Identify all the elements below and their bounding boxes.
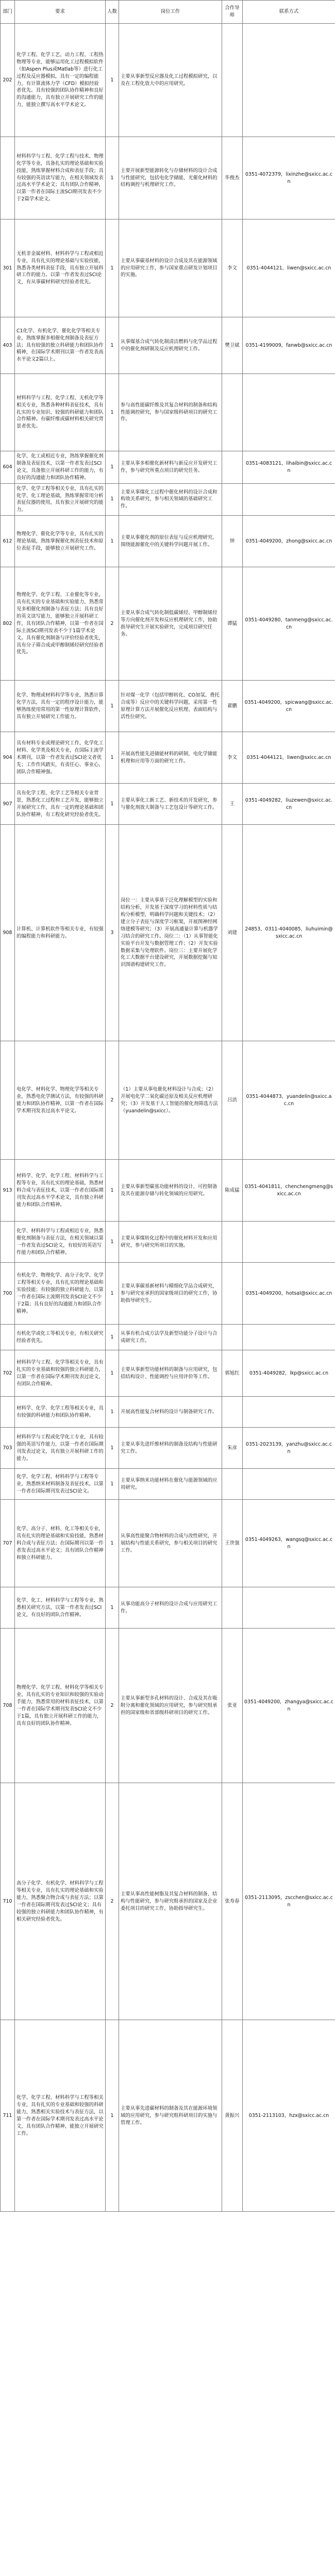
table-row — [1, 784, 335, 825]
cell-contact[interactable]: 0351-2023139，yanzhu@sxicc.ac.cn — [243, 1428, 335, 1469]
cell-count: 3 — [106, 825, 119, 1041]
cell-dept: 710 — [1, 1783, 15, 2020]
table-row — [1, 317, 335, 374]
cell-contact[interactable]: 0351-4049282，liuzewen@sxicc.ac.cn — [243, 784, 335, 825]
cell-duties: 岗位一：主要从事基于泛化理解模型的实验和结构分析，开发基于深度学习的材料性质与结构分析模型，明确科学问题和关键技术；（2）建立分子表征与深度学习框架，开展图神经网络建模等研究；（3）开展高通量计算与机器学习结合的研究工作。岗位二：（1）从事智能化实验平台开发与数据管理工作；（2）开发实验数据采集与处理软件。岗位三：主要开展化学化工大数据平台建设研究，开展数据挖掘与知识图谱构建研究工作。 — [119, 825, 222, 1041]
cell-dept: 703 — [1, 1428, 15, 1469]
cell-duties: 主要开展新型能源转化与存储材料的设计合成与性能研究，包括电化学储能、光催化材料的结构调控与机理研究工作。 — [119, 137, 222, 219]
table-row — [1, 1222, 335, 1263]
cell-duties: 主要从事高性能树脂及其复合材料的制备、结构与性能研究，参与研究组承担的国家及企业委托项目的研究工作，协助指导研究生。 — [119, 1783, 222, 2020]
header-contact: 联系方式 — [243, 1, 335, 24]
cell-dept: 908 — [1, 825, 15, 1041]
cell-requirements: 化学工程、化学工艺、动力工程、工程热物理等专业，能够运用化工过程模拟软件（如Aspen Plus或Matlab等）进行化工过程及反应器模拟，具有一定的编程能力，有计算流体力学（CFD）模拟经验者优先。具有较强的团队协作精神和良好的沟通能力，具有独立开展研究工作的能力，能独立撰写高水平学术论文。 — [15, 24, 106, 137]
cell-duties: 主要从事新型碳基功能材料的设计、可控制备及其在能源存储与转化领域的应用研究。 — [119, 1160, 222, 1222]
table-row — [1, 732, 335, 784]
cell-dept: 708 — [1, 1629, 15, 1783]
cell-contact[interactable] — [243, 374, 335, 451]
cell-count: 1 — [106, 1587, 119, 1629]
table-row — [1, 219, 335, 317]
table-row — [1, 1500, 335, 1587]
cell-requirements: 材料科学与工程、化学工程与技术、物理化学等专业，具备扎实的理论基础和实验技能，熟练掌握材料合成和表征手段；具有较强的英语读写能力，在相关领域发表过高水平学术论文；具有团队合作精神，以第一作者在国际主流SCI期刊发表不少于2篇学术论文。 — [15, 137, 106, 219]
cell-dept: 711 — [1, 2020, 15, 2212]
cell-duties: 主要从事纳米功能材料在催化与能源领域的应用研究。 — [119, 1469, 222, 1500]
table-row — [1, 374, 335, 451]
cell-supervisor: 陈成猛 — [222, 1160, 243, 1222]
table-row — [1, 1350, 335, 1397]
cell-duties: 开展高性能复合材料的设计与制备研究工作。 — [119, 1397, 222, 1428]
cell-contact[interactable]: 0351-4044873，yuandelin@sxicc.ac.cn — [243, 1041, 335, 1160]
cell-duties: 主要从事先进碳材料的制备及其在能源环境领域的应用研究，参与研究组科研项目的实施与管理工作。 — [119, 2020, 222, 2212]
cell-supervisor: 张亚 — [222, 1629, 243, 1783]
cell-dept: 707 — [1, 1500, 15, 1587]
cell-count: 2 — [106, 1041, 119, 1160]
cell-contact[interactable] — [243, 1587, 335, 1629]
cell-duties: 从事有机合成方法学及新型功能分子设计与合成研究工作。 — [119, 1325, 222, 1350]
table-row — [1, 2020, 335, 2212]
cell-requirements: 化学、化学工程等相关专业，具有扎实的化学、化工理论基础，熟练掌握常用分析表征仪器的使用，具有独立开展研究的能力。 — [15, 483, 106, 516]
cell-count: 1 — [106, 732, 119, 784]
cell-duties: 主要从事新型功能材料的制备与应用研究，包括结构设计、性能调控与应用评价等工作。 — [119, 1350, 222, 1397]
cell-contact[interactable]: 0351-4049282，lkp@sxicc.ac.cn — [243, 1350, 335, 1397]
cell-supervisor: 李文 — [222, 219, 243, 317]
cell-supervisor: 黄振兴 — [222, 2020, 243, 2212]
cell-contact[interactable]: 0351-4199009，fanwb@sxicc.ac.cn — [243, 317, 335, 374]
cell-dept — [1, 137, 15, 219]
cell-dept: 802 — [1, 567, 15, 681]
cell-duties: 主要从事新型反应器及化工过程模拟研究，以及在工程化放大中的应用研究。 — [119, 24, 222, 137]
cell-supervisor — [222, 1222, 243, 1263]
cell-requirements: 物理化学、化学工程、工业催化等专业，具有扎实的专业基础和实验能力，熟悉常见多相催化剂制备与表征方法；具有良好的英文读写能力，能够独立开展科研工作，具有团队合作精神，以第一作者在国际主流SCI期刊发表不少于1篇学术论文。具有催化剂制备与评价经验者优先，具有分子筛合成或甲醇制烯烃研究经验者优先。 — [15, 567, 106, 681]
cell-count: 1 — [106, 1397, 119, 1428]
cell-duties: （1）主要从事电催化材料设计与合成；（2）开展电化学二氧化碳还原及相关反应机理研究；（3）开发基于人工智能的催化剂筛选方法（yuandelin@sxicc）。 — [119, 1041, 222, 1160]
cell-duties: 主要从事多相催化新材料与新反应开发研究工作，参与研究所重点项目的研究任务。 — [119, 451, 222, 484]
cell-count: 1 — [106, 1160, 119, 1222]
cell-requirements: 材料科学与工程、化学等相关专业，具有扎实的专业基础和较强的独立科研能力，以第一作者在国际学术期刊发表过论文，有团队合作精神。 — [15, 1350, 106, 1397]
cell-count: 1 — [106, 219, 119, 317]
cell-dept: 612 — [1, 516, 15, 567]
cell-dept — [1, 1587, 15, 1629]
cell-contact[interactable]: 0351-4072379，lixinzhe@sxicc.ac.cn — [243, 137, 335, 219]
cell-count: 1 — [106, 137, 119, 219]
cell-dept: 904 — [1, 732, 15, 784]
cell-requirements: 化学、化工或相近专业，熟练掌握催化剂制备及表征技术，以第一作者发表过SCI论文，具备独立开展科研工作的能力，有良好的沟通能力和团队协作精神。 — [15, 451, 106, 484]
cell-requirements: 物理化学、化学工程、材料化学等相关专业，具有扎实的专业知识和较强的实验动手能力，熟悉常用的材料表征技术，以第一作者在国际学术期刊发表SCI论文不少于1篇，具有独立开展科研工作的能力，具有良好的团队协作精神。 — [15, 1629, 106, 1783]
table-row — [1, 1428, 335, 1469]
cell-contact[interactable] — [243, 24, 335, 137]
table-row — [1, 24, 335, 137]
cell-duties: 主要从事催化剂的原位表征与反应机理研究，围绕能源催化中的关键科学问题开展工作。 — [119, 516, 222, 567]
table-row — [1, 1397, 335, 1428]
header-dept: 部门 — [1, 1, 15, 24]
cell-count: 2 — [106, 567, 119, 681]
cell-count: 1 — [106, 374, 119, 451]
cell-contact[interactable]: 0351-4049200，spicwang@sxicc.ac.cn — [243, 681, 335, 732]
table-row — [1, 1160, 335, 1222]
cell-contact[interactable] — [243, 1222, 335, 1263]
cell-duties: 主要从事煤转化过程中的催化材料开发和应用研究，参与研究所项目的实施。 — [119, 1222, 222, 1263]
cell-requirements: 化学、化工、材料科学与工程等专业，熟悉相关研究方法，以第一作者发表过SCI论文，有良好的团队合作精神。 — [15, 1587, 106, 1629]
cell-supervisor: 刘建 — [222, 825, 243, 1041]
cell-count: 2 — [106, 1783, 119, 2020]
cell-requirements: 化学、化学工程、材料科学与工程等专业，熟悉纳米材料制备及表征技术，以第一作者在国际期刊发表过SCI论文。 — [15, 1469, 106, 1500]
table-header-row — [1, 1, 335, 24]
cell-duties: 从事煤基合成气转化制清洁燃料与化学品过程中的催化剂研制及反应机理研究工作。 — [119, 317, 222, 374]
cell-count: 1 — [106, 1325, 119, 1350]
cell-count: 1 — [106, 317, 119, 374]
cell-count: 1 — [106, 516, 119, 567]
cell-supervisor — [222, 1587, 243, 1629]
cell-supervisor: 李文 — [222, 732, 243, 784]
cell-requirements: 化学、物理或材料科学等专业，熟悉计算化学方法，具有一定的程序设计能力，能够熟练使用常用的第一性原理计算软件，具有独立开展研究工作能力。 — [15, 681, 106, 732]
cell-dept — [1, 1222, 15, 1263]
cell-contact[interactable] — [243, 1469, 335, 1500]
table-body — [1, 24, 335, 2212]
cell-dept: 403 — [1, 317, 15, 374]
cell-requirements: 材料科学与工程或化学化工专业，具有较强的英语写作能力，以第一作者在国际期刊发表过论文，具有独立开展科研工作的能力。 — [15, 1428, 106, 1469]
cell-requirements: 计算机、计算机软件等相关专业，有较强的编程能力和科研能力。 — [15, 825, 106, 1041]
cell-contact[interactable]: 0351-4044121，liwen@sxicc.ac.cn — [243, 732, 335, 784]
cell-count: 1 — [106, 1222, 119, 1263]
table-row — [1, 825, 335, 1041]
cell-requirements: C1化学、有机化学、催化化学等相关专业，熟练掌握多相催化剂制备及表征方法；具有较强的独立科研能力和团队协作精神，在国际学术期刊以第一作者发表高水平论文2篇以上。 — [15, 317, 106, 374]
cell-requirements: 化学、化学工程、材料科学与工程等相关专业，具有扎实的专业基础和较强的科研能力，熟悉相关实验技术与表征方法，以第一作者在国际学术期刊发表过高水平论文，具有团队合作精神，能独立开展研究工作。 — [15, 2020, 106, 2212]
cell-supervisor — [222, 1263, 243, 1325]
cell-duties: 从事功能高分子材料的设计合成与应用研究工作。 — [119, 1587, 222, 1629]
cell-contact[interactable]: 0351-2113095，zscchen@sxicc.ac.cn — [243, 1783, 335, 2020]
cell-dept: 202 — [1, 24, 15, 137]
cell-supervisor: 王世强 — [222, 1500, 243, 1587]
cell-dept: 700 — [1, 1263, 15, 1325]
cell-contact[interactable]: 24853，0311-4040085，liuhuimin@sxicc.ac.cn — [243, 825, 335, 1041]
cell-dept — [1, 1325, 15, 1350]
cell-count: 1 — [106, 1350, 119, 1397]
cell-contact[interactable]: 0351-4044121，liwen@sxicc.ac.cn — [243, 219, 335, 317]
cell-supervisor: 王 — [222, 784, 243, 825]
cell-count: 1 — [106, 1469, 119, 1500]
cell-count: 1 — [106, 451, 119, 484]
cell-requirements: 化学、高分子、材料、化工等相关专业，具有扎实的理论基础和实验技能，熟悉材料合成与表征方法；在国际期刊以第一作者发表过高水平论文；具有团队合作精神和独立科研能力。 — [15, 1500, 106, 1587]
cell-duties: 开展高性能先进储能材料的研制，电化学储能机理和应用等方面的研究工作。 — [119, 732, 222, 784]
cell-dept: 604 — [1, 451, 15, 484]
cell-supervisor: 钟 — [222, 516, 243, 567]
header-count: 人数 — [106, 1, 119, 24]
table-row — [1, 451, 335, 484]
cell-contact[interactable]: 0351-4083121，lihaibin@sxicc.ac.cn — [243, 451, 335, 484]
cell-count: 1 — [106, 784, 119, 825]
cell-contact[interactable] — [243, 1325, 335, 1350]
cell-dept — [1, 1397, 15, 1428]
cell-supervisor: 谭猛 — [222, 567, 243, 681]
cell-contact[interactable]: 0351-4049200，zhong@sxicc.ac.cn — [243, 516, 335, 567]
table-row — [1, 1041, 335, 1160]
cell-count: 1 — [106, 681, 119, 732]
cell-dept: 301 — [1, 219, 15, 317]
cell-duties: 主要从事新型多孔材料的设计、合成及其在吸附分离和催化领域的应用研究，参与研究组承担的国家级和省部级科研项目的研究工作。 — [119, 1629, 222, 1783]
cell-count: 1 — [106, 1500, 119, 1587]
cell-dept — [1, 1469, 15, 1500]
cell-count: 1 — [106, 24, 119, 137]
cell-count: 2 — [106, 1629, 119, 1783]
cell-count: 1 — [106, 2020, 119, 2212]
cell-supervisor — [222, 451, 243, 484]
cell-supervisor — [222, 1397, 243, 1428]
table-row — [1, 1469, 335, 1500]
header-duties: 岗位工作 — [119, 1, 222, 24]
cell-count: 1 — [106, 1428, 119, 1469]
cell-requirements: 材料学、化学、化学工程、材料科学与工程等专业，具有扎实的理论基础，熟悉材料合成与表征技术，以第一作者在国际期刊发表过高水平学术论文，具有独立科研能力和团队合作精神。 — [15, 1160, 106, 1222]
cell-duties: 主要从事煤化工过程中催化材料的设计合成和构效关系研究，参与相关领域的基础研究工作。 — [119, 483, 222, 516]
cell-supervisor — [222, 374, 243, 451]
cell-requirements: 材料学、化学、化学工程等相关专业，具有较强的科研能力和团队协作精神。 — [15, 1397, 106, 1428]
cell-supervisor: 郭旭红 — [222, 1350, 243, 1397]
table-row — [1, 1587, 335, 1629]
cell-supervisor — [222, 483, 243, 516]
cell-supervisor — [222, 1469, 243, 1500]
cell-supervisor: 张寿春 — [222, 1783, 243, 2020]
cell-dept — [1, 1041, 15, 1160]
table-row — [1, 516, 335, 567]
table-row — [1, 137, 335, 219]
cell-requirements: 物理化学、催化化学等专业，具有扎实的理论基础，熟练掌握催化剂表征技术和原位表征手段，能够独立开展研究工作。 — [15, 516, 106, 567]
cell-supervisor: 翟鹏 — [222, 681, 243, 732]
cell-dept — [1, 374, 15, 451]
table-row — [1, 1629, 335, 1783]
cell-contact[interactable]: 0351-4049200，zhangya@sxicc.ac.cn — [243, 1629, 335, 1783]
cell-requirements: 化学、材料科学与工程或相近专业，熟悉催化剂制备与表征方法，在相关领域以第一作者发表过SCI论文，有较好的英语写作能力和团队合作精神。 — [15, 1222, 106, 1263]
cell-count: 1 — [106, 1263, 119, 1325]
cell-contact[interactable]: 0351-2113103，hzx@sxicc.ac.cn — [243, 2020, 335, 2212]
cell-duties: 针对煤一化学（包括甲醇转化、CO加氢、费托合成等）反应中的关键科学问题，采用第一性原理计算方法开展催化反应机理、表面结构与活性位研究。 — [119, 681, 222, 732]
cell-contact[interactable]: 0351-4041811，chenchengmeng@sxicc.ac.cn — [243, 1160, 335, 1222]
cell-supervisor: 樊卫斌 — [222, 317, 243, 374]
cell-requirements: 有机化学或化工等相关专业，有相关研究经验者优先。 — [15, 1325, 106, 1350]
cell-dept: 913 — [1, 1160, 15, 1222]
table-row — [1, 1325, 335, 1350]
cell-requirements: 具有化学工程、化学工艺等相关专业背景，熟悉化工过程和工艺开发，能够独立开展研究工作，具有一定的理论基础和团队协作精神，有工程化研究经验者优先。 — [15, 784, 106, 825]
header-supervisor: 合作导师 — [222, 1, 243, 24]
cell-contact[interactable] — [243, 1397, 335, 1428]
cell-dept: 702 — [1, 1350, 15, 1397]
cell-duties: 主要从事化工新工艺、新技术的开发研究，参与催化剂放大制备与工艺包设计等研究工作。 — [119, 784, 222, 825]
cell-dept — [1, 681, 15, 732]
header-requirements: 要求 — [15, 1, 106, 24]
cell-supervisor — [222, 1325, 243, 1350]
cell-duties: 主要从事碳基材料的设计合成及其在能源领域的应用研究工作，参与国家重点研发计划项目的实施。 — [119, 219, 222, 317]
cell-duties: 主要从事碳基新材料与精细化学品合成研究，参与研究室承担的国家级项目的研究工作，协助指导研究生。 — [119, 1263, 222, 1325]
cell-dept — [1, 483, 15, 516]
cell-requirements: 有机化学、物理化学、高分子化学、化学工程等相关专业，具有扎实的理论基础和实验技能；有较强的独立科研能力，以第一作者在国际主流期刊发表SCI论文不少于2篇；具有良好的沟通能力和团队合作精神。 — [15, 1263, 106, 1325]
table-row — [1, 1783, 335, 2020]
cell-requirements: 高分子化学、有机化学、材料科学与工程等相关专业，具有扎实的理论基础和实验能力，熟悉聚合物合成与表征方法；以第一作者在国际期刊发表过SCI论文；具有较强的独立科研能力和团队协作精神，有相关研究经验者优先。 — [15, 1783, 106, 2020]
table-row — [1, 567, 335, 681]
cell-supervisor — [222, 24, 243, 137]
cell-requirements: 材料科学与工程、化学工程、无机化学等相关专业，熟悉各种材料表征技术，具有扎实的专业知识、较强的科研能力和团队合作精神。有碳纤维或碳材料相关研究背景者优先。 — [15, 374, 106, 451]
table-row — [1, 483, 335, 516]
cell-requirements: 电化学、材料化学、物理化学等相关专业，熟悉电化学测试方法，有较强的科研能力和团队协作精神，以第一作者在国际学术期刊发表过高水平论文。 — [15, 1041, 106, 1160]
table-row — [1, 1263, 335, 1325]
cell-supervisor: 朱彦 — [222, 1428, 243, 1469]
cell-contact[interactable]: 0351-4049280，tanmeng@sxicc.ac.cn — [243, 567, 335, 681]
cell-dept: 907 — [1, 784, 15, 825]
cell-contact[interactable]: 0351-4049263，wangsq@sxicc.ac.cn — [243, 1500, 335, 1587]
cell-supervisor: 毕俊杰 — [222, 137, 243, 219]
cell-duties: 主要从事先进纤维材料的制备及结构与性能研究工作。 — [119, 1428, 222, 1469]
cell-requirements: 具有材料专业或理论研究工作，化学化工材料、化学类及相关专业，在国际主流学术期刊，以第一作者发表过SCI论文者优先；工作作风踏实，有责任心、事业心、团队合作精神强。 — [15, 732, 106, 784]
cell-contact[interactable] — [243, 483, 335, 516]
cell-requirements: 无机非金属材料、材料科学与工程或相近专业，具有扎实的理论基础与实验技能，熟悉各类材料表征手段，具有独立开展科研工作的能力。以第一作者发表过SCI论文，有从事碳材料研究经验者优先。 — [15, 219, 106, 317]
cell-duties: 从事高性能聚合物材料的合成与改性研究，开展结构与性能关系研究，参与相关项目的研究工作。 — [119, 1500, 222, 1587]
table-row — [1, 681, 335, 732]
cell-contact[interactable]: 0351-4049200，hotsal@sxicc.ac.cn — [243, 1263, 335, 1325]
cell-duties: 主要从事合成气转化制低碳烯烃、甲醇制烯烃等方向催化剂开发和反应机理研究工作，协助指导研究生开展实验研究，完成项目研究任务。 — [119, 567, 222, 681]
cell-count: 1 — [106, 483, 119, 516]
cell-duties: 参与高性能碳纤维及其复合材料的制备和结构性能调控研究，参与国家级科研项目的研究工作。 — [119, 374, 222, 451]
cell-supervisor: 吕洪 — [222, 1041, 243, 1160]
